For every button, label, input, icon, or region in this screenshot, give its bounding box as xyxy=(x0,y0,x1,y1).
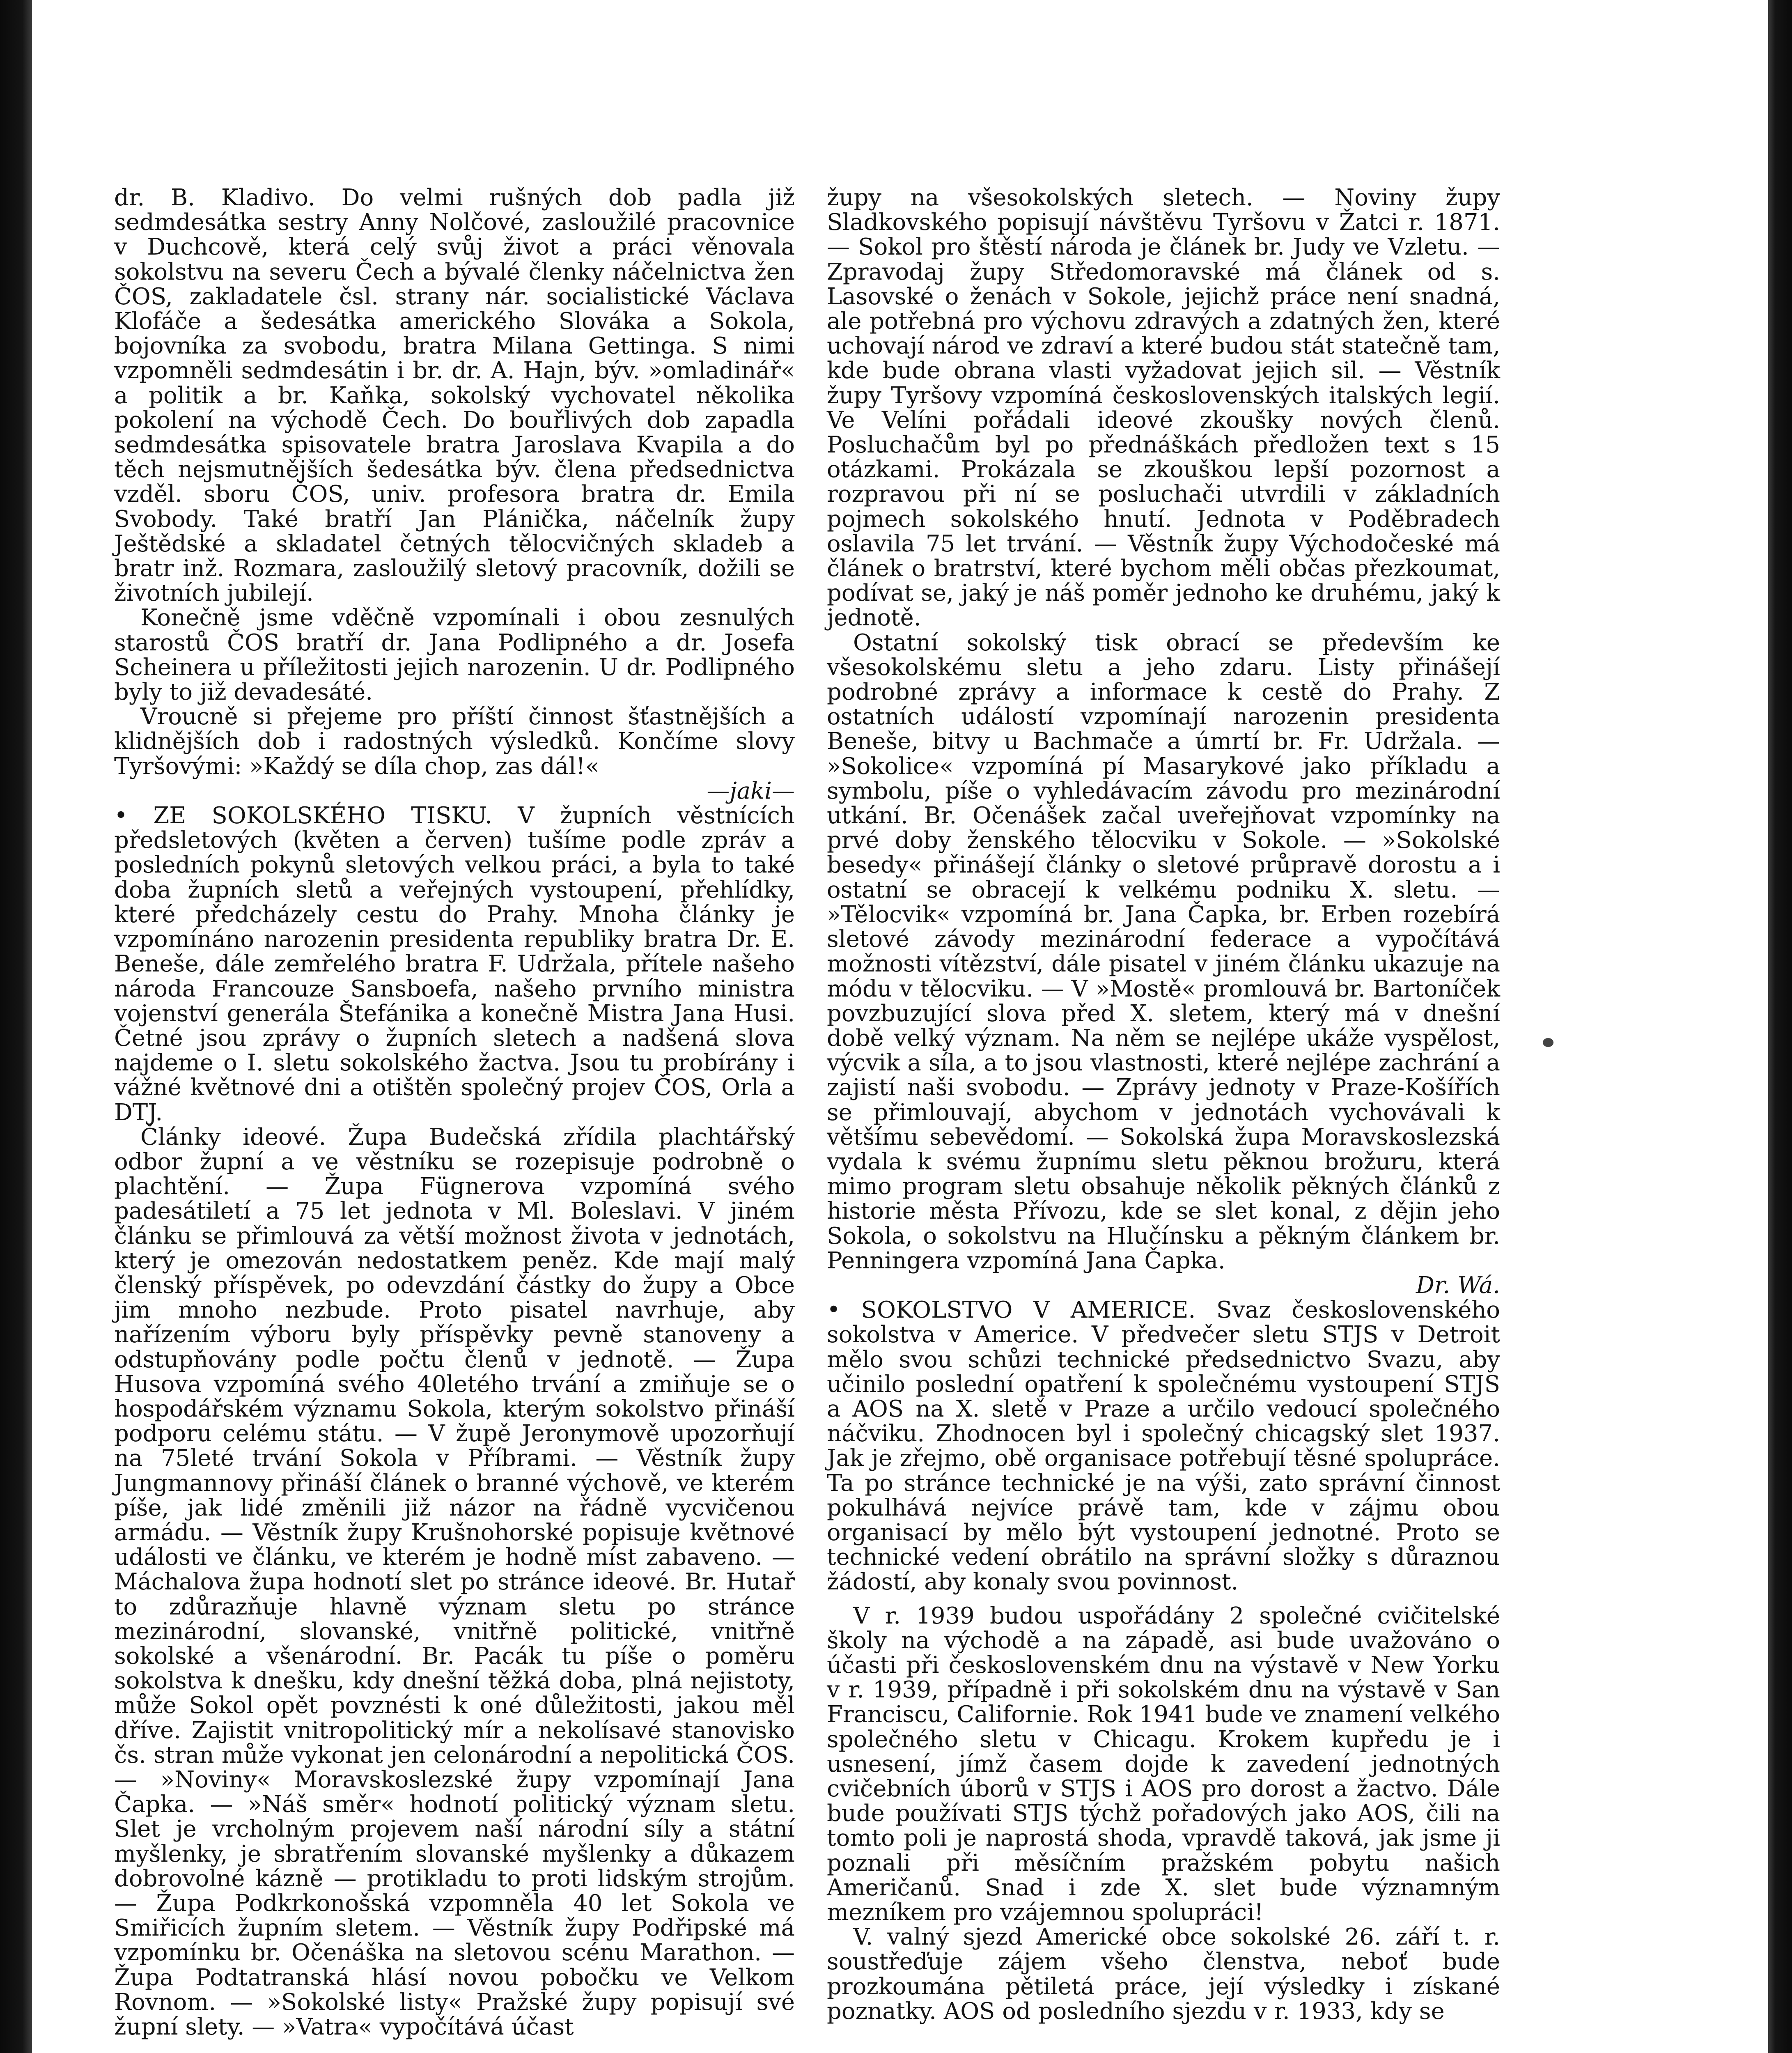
scan-border-right xyxy=(1768,0,1792,2053)
signature-dr-wa: Dr. Wá. xyxy=(1416,1272,1500,1299)
paragraph-1939: V r. 1939 budou uspořádány 2 společné cvičitelské školy na východě a na západě, asi bude uvažováno o účasti při československém dnu na výstavě v New Yorku v r. 1939, případně i při sokolském dnu na výstavě v San Franciscu, Californie. Rok 1941 bude ve znamení velkého společného sletu v Chicagu. Krokem kupředu je i usnesení, jímž časem dojde k zavedení jednotných cvičebních úborů v STJS i AOS pro dorost a žactvo. Dále bude používati STJS týchž pořadových jako AOS, čili na tomto poli je naprostá shoda, vpravdě taková, jak jsme ji poznali při měsíčním pražském pobytu našich Američanů. Snad i zde X. slet bude významným mezníkem pro vzájemnou spolupráci! xyxy=(827,1602,1500,1926)
left-column xyxy=(114,186,795,2039)
paragraph-zupy-continued: župy na všesokolských sletech. — Noviny župy Sladkovského popisují návštěvu Tyršovu v Žatci r. 1871. — Sokol pro štěstí národa je článek br. Judy ve Vzletu. — Zpravodaj župy Středomoravské má článek od s. Lasovské o ženách v Sokole, jejichž práce není snadná, ale potřebná pro výchovu zdravých a zdatných žen, které uchovají národ ve zdraví a které budou stát statečně tam, kde bude obrana vlasti vyžadovat jejich sil. — Věstník župy Tyršovy vzpomíná československých italských legií. Ve Velíni pořádali ideové zkoušky nových členů. Posluchačům byl po přednáškách předložen text s 15 otázkami. Prokázala se zkouškou lepší pozornost a rozpravou při ní se posluchači utvrdili v základních pojmech sokolského hnutí. Jednota v Poděbradech oslavila 75 let trvání. — Věstník župy Východočeské má článek o bratrství, které bychom měli občas přezkoumat, podívat se, jaký je náš poměr jednoho ke druhému, jaký k jednotě. xyxy=(827,184,1500,632)
paragraph-jubilees: dr. B. Kladivo. Do velmi rušných dob padla již sedmdesátka sestry Anny Nolčové, zasloužilé pracovnice v Duchcově, která celý svůj život a práci věnovala sokolstvu na severu Čech a bývalé členky náčelnictva žen ČOS, zakladatele čsl. strany nár. socialistické Václava Klofáče a šedesátka amerického Slováka a Sokola, bojovníka za svobodu, bratra Milana Gettinga. S nimi vzpomněli sedmdesátin i br. dr. A. Hajn, býv. »omladinář« a politik a br. Kaňka, sokolský vychovatel několika pokolení na východě Čech. Do bouřlivých dob zapadla sedmdesátka spisovatele bratra Jaroslava Kvapila a do těch nejsmutnějších šedesátka býv. člena předsednictva vzděl. sboru ČOS, univ. profesora bratra dr. Emila Svobody. Také bratří Jan Plánička, náčelník župy Ještědské a skladatel četných tělocvičných skladeb a bratr inž. Rozmara, zasloužilý sletový pracovník, dožili se životních jubilejí. xyxy=(114,184,795,607)
paragraph-ostatni-tisk: Ostatní sokolský tisk obrací se především ke všesokolskému sletu a jeho zdaru. Listy přinášejí podrobné zprávy a informace k cestě do Prahy. Z ostatních událostí vzpomínají narozenin presidenta Beneše, bitvy u Bachmače a úmrtí br. Fr. Udržala. — »Sokolice« vzpomíná pí Masarykové jako příkladu a symbolu, píše o vyhledávacím závodu pro mezinárodní utkání. Br. Očenášek začal uveřejňovat vzpomínky na prvé doby ženského tělocviku v Sokole. — »Sokolské besedy« přinášejí články o sletové průpravě dorostu a i ostatní se obracejí k velkému podniku X. sletu. — »Tělocvik« vzpomíná br. Jana Čapka, br. Erben rozebírá sletové závody mezinárodní federace a vypočítává možnosti vítězství, dále pisatel v jiném článku ukazuje na módu v tělocviku. — V »Mostě« promlouvá br. Bartoníček povzbuzující slova před X. sletem, který má v dnešní době velký význam. Na něm se nejlépe ukáže vyspělost, výcvik a síla, a to jsou vlastnosti, které nejlépe zachrání a zajistí naši svobodu. — Zprávy jednoty v Praze-Košířích se přimlouvají, abychom v jednotách vychovávali k většímu sebevědomí. — Sokolská župa Moravskoslezská vydala k svému župnímu sletu pěknou brožuru, která mimo program sletu obsahuje několik pěkných článků z historie města Přívozu, kde se slet konal, z dějin jeho Sokola, o sokolstvu na Hlučínsku a pěkným článkem br. Penningera vzpomíná Jana Čapka. xyxy=(827,629,1500,1274)
bullet-icon: • xyxy=(827,1297,841,1324)
paragraph-starostove: Konečně jsme vděčně vzpomínali i obou zesnulých starostů ČOS bratří dr. Jana Podlipného a dr. Josefa Scheinera u příležitosti jejich narozenin. U dr. Podlipného byly to již devadesáté. xyxy=(114,604,795,706)
bullet-icon: • xyxy=(114,802,128,829)
section-sokolstvo-v-americe xyxy=(827,1298,1500,1594)
paragraph-valny-sjezd: V. valný sjezd Americké obce sokolské 26. září t. r. soustřeďuje zájem všeho členstva, neboť bude prozkoumána pětiletá práce, její výsledky i získané poznatky. AOS od posledního sjezdu v r. 1933, kdy se xyxy=(827,1924,1500,2025)
paragraph-tisk: ZE SOKOLSKÉHO TISKU. V župních věstnících předsletových (květen a červen) tušíme podle zpráv a posledních pokynů sletových velkou práci, a byla to také doba župních sletů a veřejných vystoupení, přehlídky, které předcházely cestu do Prahy. Mnoha články je vzpomínáno narozenin presidenta republiky bratra Dr. E. Beneše, dále zemřelého bratra F. Udržala, přítele našeho národa Francouze Sansboefa, našeho prvního ministra vojenství generála Štefánika a konečně Mistra Jana Husi. Četné jsou zprávy o župních sletech a nadšená slova najdeme o I. sletu sokolského žactva. Jsou tu probírány i vážné květnové dni a otištěn společný projev ČOS, Orla a DTJ. xyxy=(114,802,795,1126)
scan-border-left xyxy=(0,0,32,2053)
signature-jaki: —jaki— xyxy=(707,777,795,804)
paragraph-clanky-ideove: Články ideové. Župa Budečská zřídila plachtářský odbor župní a ve věstníku se rozepisuje podrobně o plachtění. — Župa Fügnerova vzpomíná svého padesátiletí a 75 let jednota v Ml. Boleslavi. V jiném článku se přimlouvá za větší možnost života v jednotách, který je omezován nedostatkem peněz. Kde mají malý členský příspěvek, po odevzdání částky do župy a Obce jim mnoho nezbude. Proto pisatel navrhuje, aby nařízením výboru byly příspěvky pevně stanoveny a odstupňovány podle počtu členů v jednotě. — Župa Husova vzpomíná svého 40letého trvání a zmiňuje se o hospodářském významu Sokola, kterým sokolstvo přináší podporu celému státu. — V župě Jeronymově upozorňují na 75leté trvání Sokola v Příbrami. — Věstník župy Jungmannovy přináší článek o branné výchově, ve kterém píše, jak lidé změnili již názor na řádně vycvičenou armádu. — Věstník župy Krušnohorské popisuje květnové události ve článku, ve kterém je hodně míst zabaveno. — Máchalova župa hodnotí slet po stránce ideové. Br. Hutař to zdůrazňuje hlavně význam sletu po stránce mezinárodní, slovanské, vnitřně politické, vnitřně sokolské a všenárodní. Br. Pacák tu píše o poměru sokolstva k dnešku, kdy dnešní těžká doba, plná nejistoty, může Sokol opět povznésti k oné důležitosti, jakou měl dříve. Zajistit vnitropolitický mír a nekolísavé stanovisko čs. stran může vykonat jen celonárodní a nepolitická ČOS. — »Noviny« Moravskoslezské župy vzpomínají Jana Čapka. — »Náš směr« hodnotí politický význam sletu. Slet je vrcholným projevem naší národní síly a státní myšlenky, je sbratřením slovanské myšlenky a důkazem dobrovolné kázně — protikladu to proti lidským strojům. — Župa Podkrkonošská vzpomněla 40 let Sokola ve Smiřicích župním sletem. — Věstník župy Podřipské má vzpomínku br. Očenáška na sletovou scénu Marathon. — Župa Podtatranská hlásí novou pobočku ve Velkom Rovnom. — »Sokolské listy« Pražské župy popisují své župní slety. — »Vatra« vypočítává účast xyxy=(114,1123,795,2041)
paragraph-closing: Vroucně si přejeme pro příští činnost šťastnějších a klidnějších dob i radostných výsledků. Končíme slovy Tyršovými: »Každý se díla chop, zas dál!« xyxy=(114,703,795,780)
page xyxy=(32,0,1768,2053)
paragraph-amerika: SOKOLSTVO V AMERICE. Svaz československého sokolstva v Americe. V předvečer sletu STJS v Detroit mělo svou schůzi technické předsednictvo Svazu, aby učinilo poslední opatření k společnému vystoupení STJS a AOS na X. sletě v Praze a určilo vedoucí společného náčviku. Zhodnocen byl i společný chicagský slet 1937. Jak je zřejmo, obě organisace potřebují těsné spolupráce. Ta po stránce technické je na výši, zato správní činnost pokulhává nejvíce právě tam, kde v zájmu obou organisací by mělo být vystoupení jednotné. Proto se technické vedení obrátilo na správní složky s důraznou žádostí, aby konaly svou povinnost. xyxy=(827,1297,1500,1596)
section-ze-sokolskeho-tisku xyxy=(114,804,795,1125)
right-column xyxy=(827,186,1500,2024)
scan-speck xyxy=(1543,1038,1553,1047)
